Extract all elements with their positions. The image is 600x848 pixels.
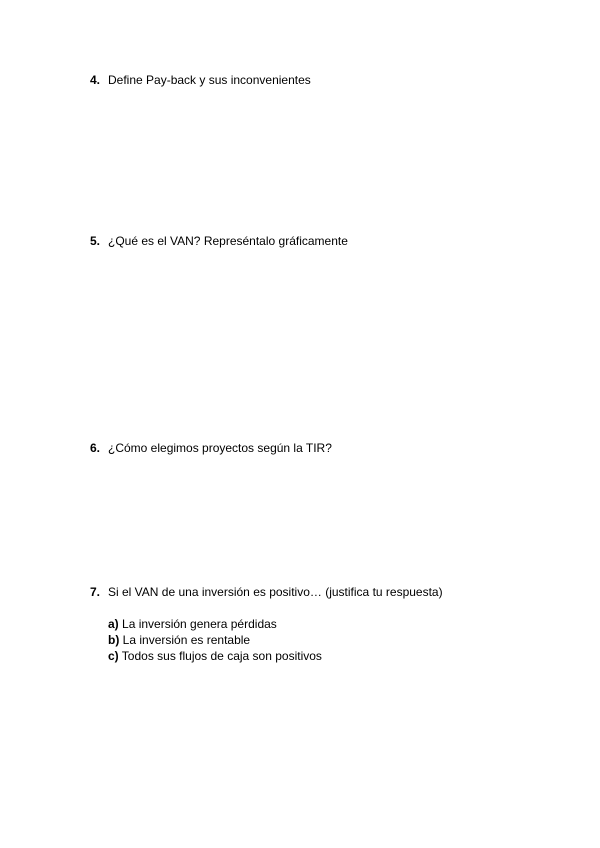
question-6 [90, 441, 332, 455]
option-b [108, 632, 322, 648]
question-number: 7. [90, 585, 101, 599]
option-text: Todos sus flujos de caja son positivos [121, 649, 322, 663]
question-number: 5. [90, 234, 101, 248]
question-number: 4. [90, 73, 101, 87]
option-a [108, 616, 322, 632]
question-text: ¿Qué es el VAN? Represéntalo gráficamente [108, 234, 348, 248]
option-letter: c) [108, 649, 119, 663]
option-c [108, 648, 322, 664]
answer-options [108, 616, 322, 664]
option-text: La inversión genera pérdidas [122, 617, 277, 631]
option-letter: a) [108, 617, 119, 631]
question-5 [90, 234, 348, 248]
question-text: Si el VAN de una inversión es positivo… (justifica tu respuesta) [108, 585, 443, 599]
question-7 [90, 585, 443, 599]
question-number: 6. [90, 441, 101, 455]
option-letter: b) [108, 633, 120, 647]
question-4 [90, 73, 311, 87]
question-text: ¿Cómo elegimos proyectos según la TIR? [108, 441, 332, 455]
question-text: Define Pay-back y sus inconvenientes [108, 73, 311, 87]
option-text: La inversión es rentable [122, 633, 251, 647]
